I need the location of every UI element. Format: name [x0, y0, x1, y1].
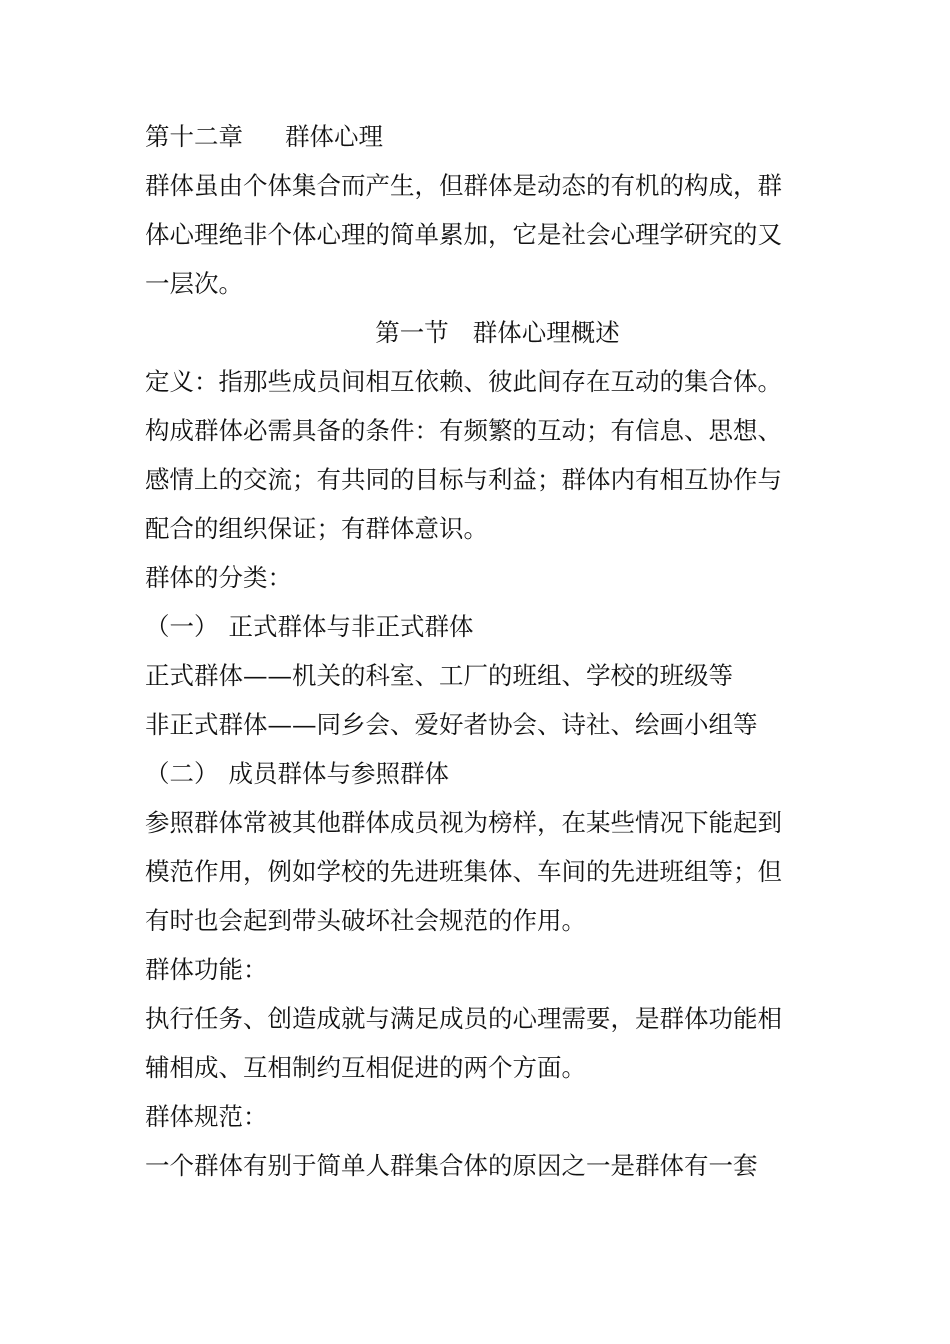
document-page [145, 112, 810, 1190]
chapter-number: 第十二章 [145, 122, 243, 151]
intro-line: 群体虽由个体集合而产生，但群体是动态的有机的构成，群 [145, 171, 782, 200]
function-line: 执行任务、创造成就与满足成员的心理需要，是群体功能相 [145, 1004, 782, 1033]
chapter-title: 群体心理 [285, 122, 383, 151]
chapter-heading [145, 112, 810, 161]
definition-line: 配合的组织保证；有群体意识。 [145, 514, 488, 543]
reference-group-line: 模范作用，例如学校的先进班集体、车间的先进班组等；但 [145, 857, 782, 886]
subheading-marker: （一） [145, 612, 219, 641]
section-number: 第一节 [375, 318, 449, 347]
definition-line: 定义：指那些成员间相互依赖、彼此间存在互动的集合体。 [145, 367, 782, 396]
subheading-marker: （二） [145, 759, 219, 788]
definition-line: 构成群体必需具备的条件：有频繁的互动；有信息、思想、 [145, 416, 782, 445]
formal-group-line: 正式群体——机关的科室、工厂的班组、学校的班级等 [145, 661, 733, 690]
section-title: 群体心理概述 [472, 318, 620, 347]
reference-group-line: 参照群体常被其他群体成员视为榜样，在某些情况下能起到 [145, 808, 782, 837]
subheading-member-reference [145, 749, 810, 798]
subheading-title: 正式群体与非正式群体 [228, 612, 474, 641]
reference-group-line: 有时也会起到带头破坏社会规范的作用。 [145, 906, 586, 935]
intro-line: 体心理绝非个体心理的简单累加，它是社会心理学研究的又 [145, 220, 782, 249]
informal-group-line: 非正式群体——同乡会、爱好者协会、诗社、绘画小组等 [145, 710, 758, 739]
norm-heading: 群体规范： [145, 1102, 268, 1131]
function-heading: 群体功能： [145, 955, 268, 984]
classification-heading: 群体的分类： [145, 563, 292, 592]
subheading-formal-informal [145, 602, 810, 651]
subheading-title: 成员群体与参照群体 [228, 759, 449, 788]
intro-line: 一层次。 [145, 269, 243, 298]
norm-line: 一个群体有别于简单人群集合体的原因之一是群体有一套 [145, 1151, 758, 1180]
section-heading [145, 308, 810, 357]
function-line: 辅相成、互相制约互相促进的两个方面。 [145, 1053, 586, 1082]
definition-line: 感情上的交流；有共同的目标与利益；群体内有相互协作与 [145, 465, 782, 494]
